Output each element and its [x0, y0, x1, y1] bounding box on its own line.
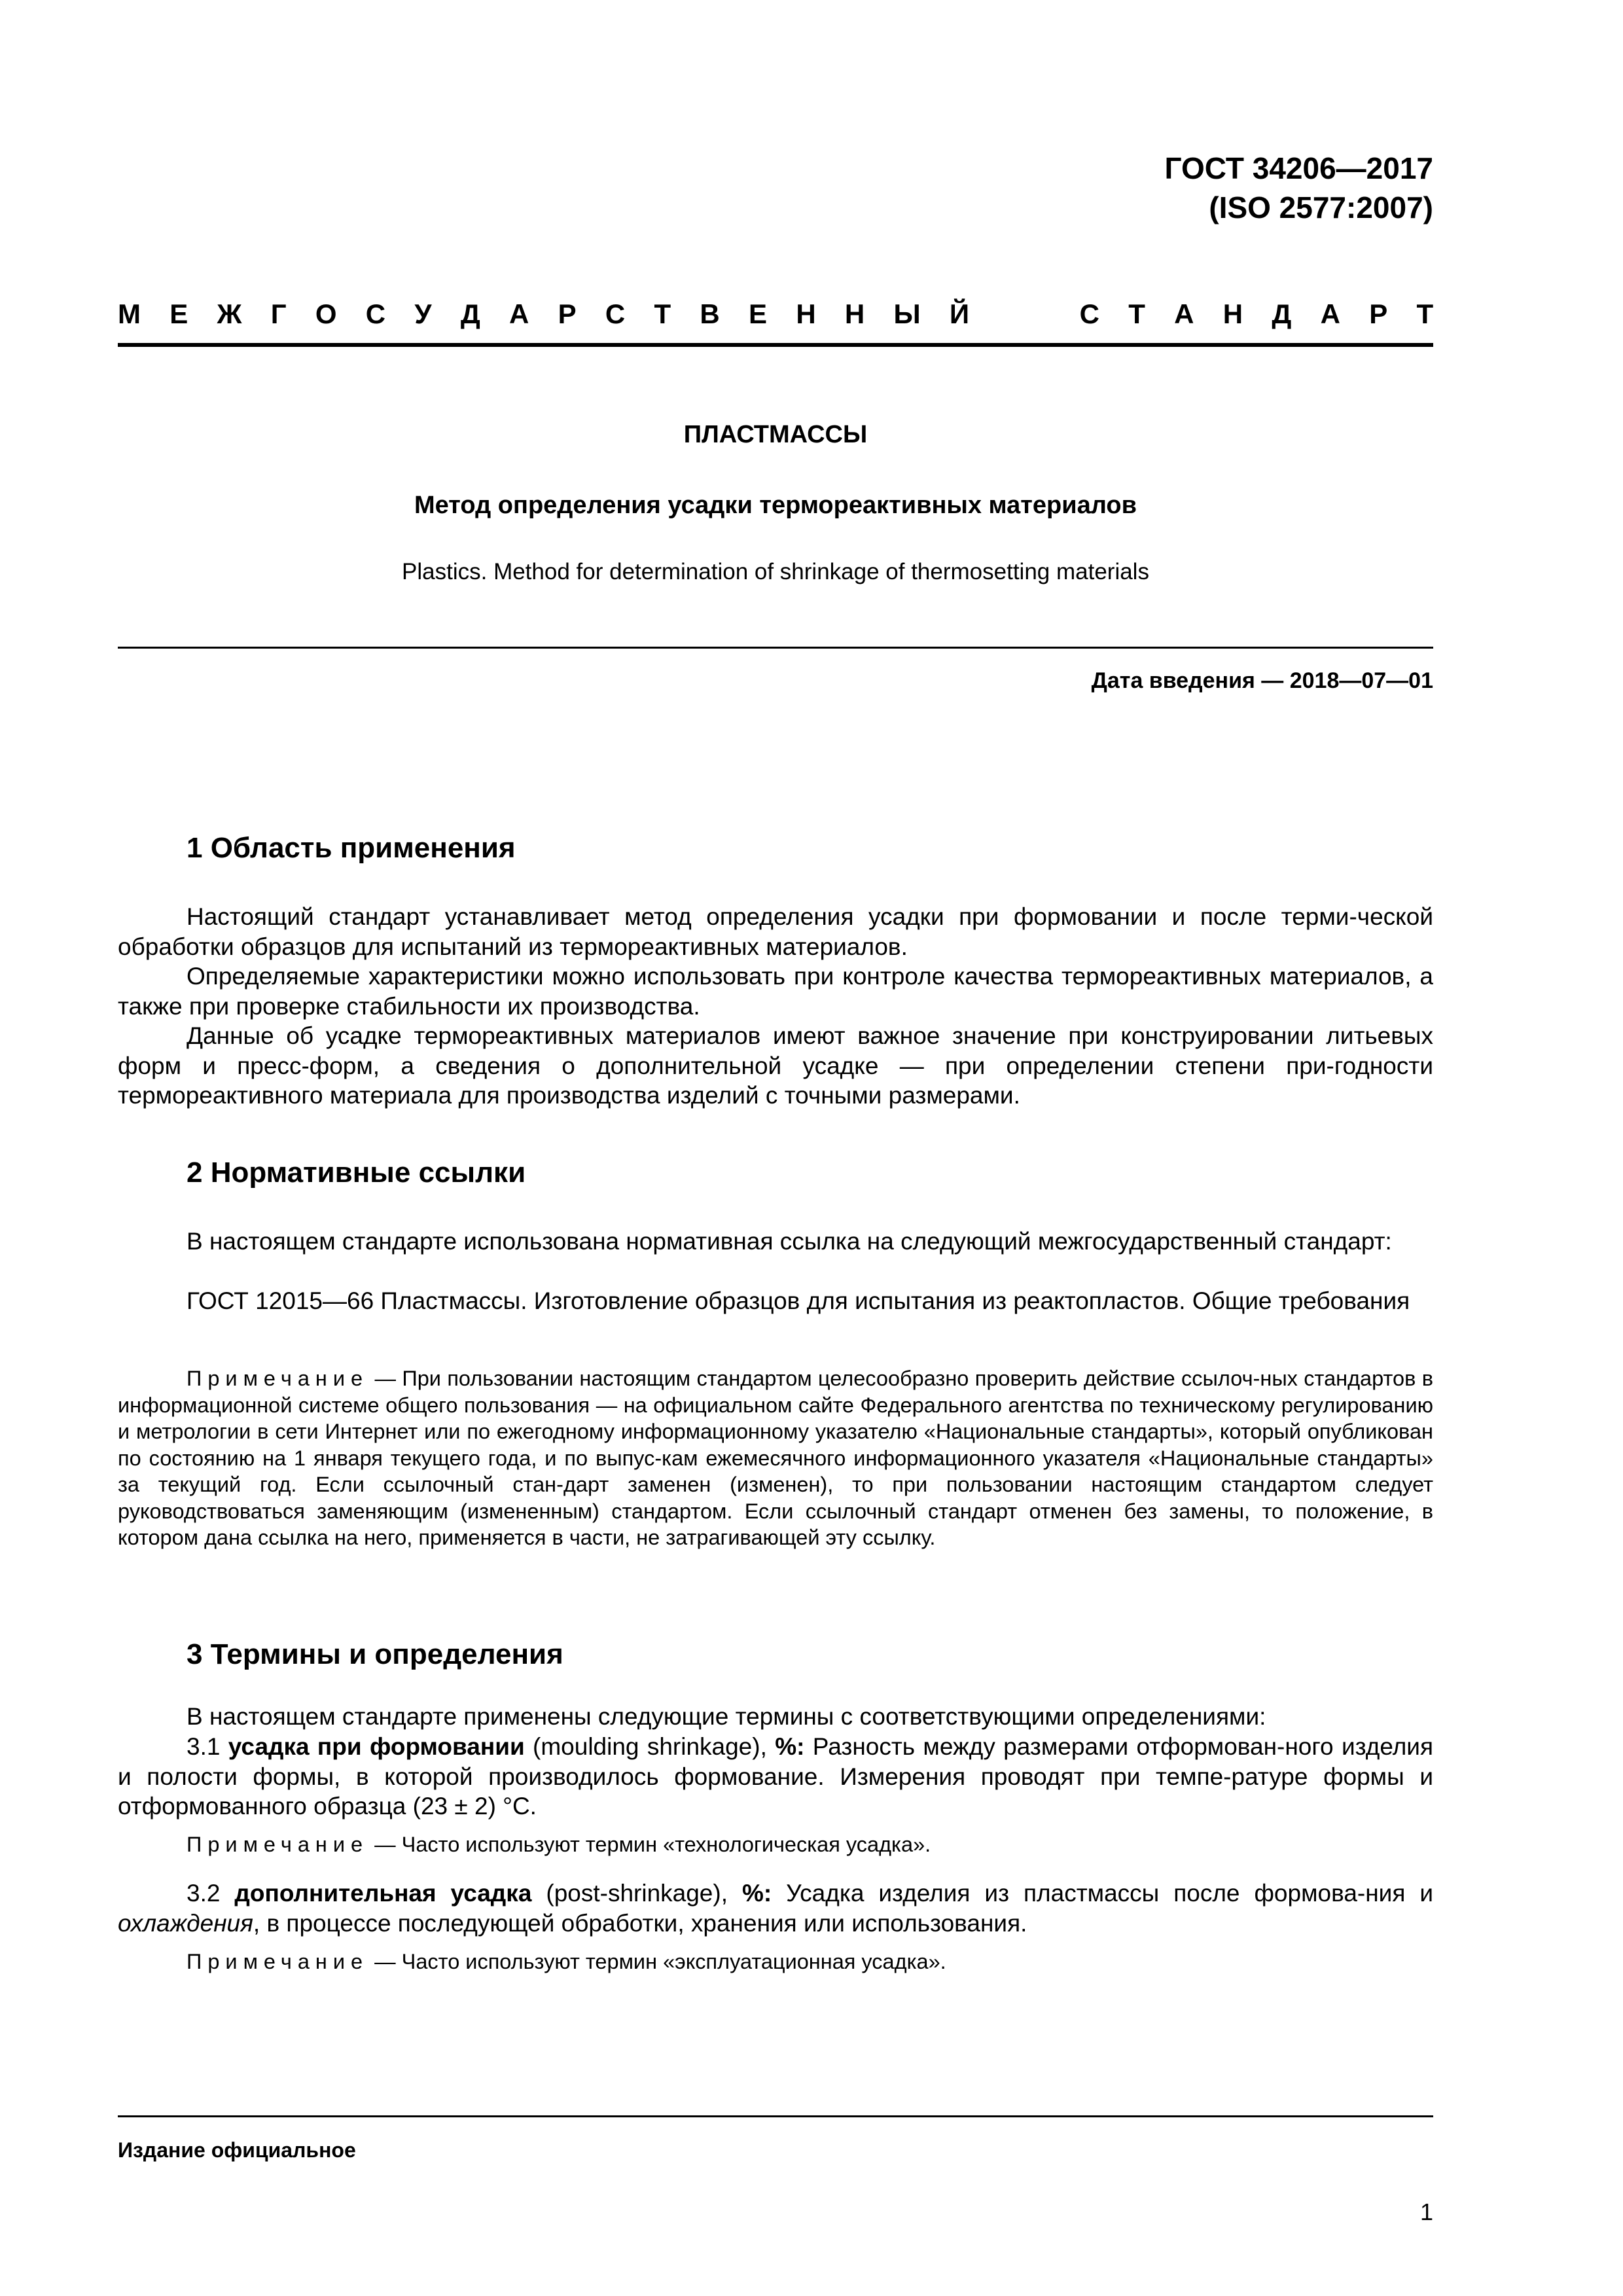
banner-letter: В [700, 298, 720, 329]
banner-letter: Н [1222, 298, 1243, 329]
standard-code: ГОСТ 34206—2017 [1164, 151, 1433, 185]
section-1-paragraph-3: Данные об усадке термореактивных материалов имеют важное значение при конструировании литьевых форм и пресс-форм, а сведения о дополнительной усадке — при определении степени при-годности термореактивного материала для производства изделий с точными размерами. [118, 1022, 1433, 1109]
introduction-date: Дата введения — 2018—07—01 [1091, 668, 1433, 693]
section-3-heading: 3 Термины и определения [187, 1638, 563, 1670]
term-3-2: 3.2 дополнительная усадка (post-shrinkage), %: Усадка изделия из пластмассы после формова-ния и охлаждения, в процессе последующей обработки, хранения или использования. [118, 1880, 1434, 1937]
interstate-standard-banner [118, 298, 1433, 331]
banner-letter: О [315, 298, 337, 329]
banner-letter: Е [749, 298, 768, 329]
section-1-heading: 1 Область применения [187, 832, 516, 864]
banner-letter: С [605, 298, 626, 329]
note-label: Примечание [187, 1950, 369, 1973]
banner-letter: У [414, 298, 432, 329]
banner-letter: С [1079, 298, 1099, 329]
section-2-note: Примечание — При пользовании настоящим стандартом целесообразно проверить действие ссылоч-ных стандартов в информационной системе общего пользования — на официальном сайте Федерального агентства по техническому регулированию и метрологии в сети Интернет или по ежегодному информационному указателю «Национальные стандарты», который опубликован по состоянию на 1 января текущего года, и по выпус-кам ежемесячного информационного указателя «Национальные стандарты» за текущий год. Если ссылочный стан-дарт заменен (изменен), то при пользовании настоящим стандартом следует руководствоваться заменяющим (измененным) стандартом. Если ссылочный стандарт отменен без замены, то положение, в котором дана ссылка на него, применяется в части, не затрагивающей эту ссылку. [118, 1367, 1433, 1549]
banner-letter: Т [1128, 298, 1145, 329]
page-number: 1 [1419, 2198, 1433, 2225]
banner-letter: Ж [217, 298, 242, 329]
footer-rule [118, 2115, 1433, 2117]
term-3-1: 3.1 усадка при формовании (moulding shrinkage), %: Разность между размерами отформован-ного изделия и полости формы, в которой производилось формование. Измерения проводят при темпе-ратуре формы и отформованного образца (23 ± 2) °С. [118, 1733, 1433, 1820]
banner-letter: Н [796, 298, 816, 329]
edition-label: Издание официальное [118, 2138, 356, 2162]
banner-letter: Г [270, 298, 287, 329]
english-title: Plastics. Method for determination of shrinkage of thermosetting materials [402, 559, 1149, 584]
section-1-paragraph-1: Настоящий стандарт устанавливает метод определения усадки при формовании и после терми-ческой обработки образцов для испытаний из термореактивных материалов. [118, 903, 1433, 960]
banner-letter: А [1320, 298, 1340, 329]
section-3-intro: В настоящем стандарте применены следующие термины с соответствующими определениями: [187, 1703, 1266, 1730]
banner-letter: Д [460, 298, 480, 329]
section-2-heading: 2 Нормативные ссылки [187, 1157, 526, 1189]
section-2-reference: ГОСТ 12015—66 Пластмассы. Изготовление образцов для испытания из реактопластов. Общие требования [187, 1287, 1410, 1314]
header-rule [118, 343, 1433, 347]
banner-letter: Т [1416, 298, 1434, 329]
section-2-paragraph-1: В настоящем стандарте использована нормативная ссылка на следующий межгосударственный стандарт: [187, 1228, 1392, 1255]
term-3-1-note: Примечание — Часто используют термин «технологическая усадка». [187, 1833, 931, 1856]
term-3-2-name: дополнительная усадка [234, 1880, 532, 1907]
banner-letter: Р [558, 298, 577, 329]
title-rule [118, 647, 1433, 649]
banner-letter: С [365, 298, 386, 329]
iso-code: (ISO 2577:2007) [1209, 190, 1433, 224]
banner-letter: Ы [893, 298, 921, 329]
term-3-2-note: Примечание — Часто используют термин «эксплуатационная усадка». [187, 1950, 946, 1973]
banner-letter: Т [654, 298, 671, 329]
banner-letter: Е [169, 298, 188, 329]
banner-letter: Й [949, 298, 970, 329]
term-3-1-name: усадка при формовании [228, 1733, 525, 1760]
banner-letter: М [118, 298, 141, 329]
document-title: ПЛАСТМАССЫ [683, 421, 868, 448]
banner-letter: А [1174, 298, 1194, 329]
note-label: Примечание [187, 1367, 369, 1390]
banner-letter: Р [1369, 298, 1388, 329]
document-subtitle: Метод определения усадки термореактивных материалов [414, 492, 1137, 519]
note-label: Примечание [187, 1833, 369, 1856]
banner-letter: Н [844, 298, 865, 329]
section-1-paragraph-2: Определяемые характеристики можно использовать при контроле качества термореактивных материалов, а также при проверке стабильности их производства. [118, 963, 1433, 1020]
banner-letter: Д [1272, 298, 1292, 329]
banner-letter: А [509, 298, 529, 329]
